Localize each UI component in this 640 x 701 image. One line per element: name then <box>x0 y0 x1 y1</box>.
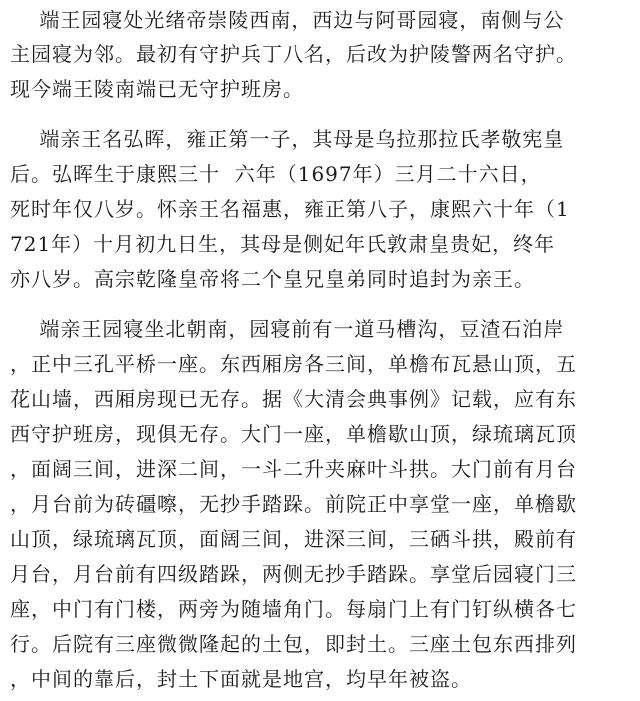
paragraph-3-line-10: 行。后院有三座微微隆起的土包，即封土。三座土包东西排列 <box>10 632 577 656</box>
paragraph-1-line-3: 现今端王陵南端已无守护班房。 <box>10 77 304 101</box>
paragraph-1-line-2: 主园寝为邻。最初有守护兵丁八名，后改为护陵警两名守护。 <box>10 42 577 66</box>
paragraph-3-line-7: 山顶，绿琉璃瓦顶，面阔三间，进深三间，三硒斗拱，殿前有 <box>10 527 577 551</box>
paragraph-3-line-2: ，正中三孔平桥一座。东西厢房各三间，单檐布瓦悬山顶，五 <box>10 352 577 376</box>
paragraph-2-line-1: 端亲王名弘晖，雍正第一子，其母是乌拉那拉氏孝敬宪皇 <box>10 127 565 151</box>
paragraph-3-line-4: 西守护班房，现俱无存。大门一座，单檐歇山顶，绿琉璃瓦顶 <box>10 422 577 446</box>
paragraph-2-line-5: 亦八岁。高宗乾隆皇帝将二个皇兄皇弟同时追封为亲王。 <box>10 267 535 291</box>
paragraph-3-line-11: ，中间的靠后，封土下面就是地宫，均早年被盗。 <box>10 667 472 691</box>
paragraph-3-line-9: 座，中门有门楼，两旁为随墙角门。每扇门上有门钉纵横各七 <box>10 597 577 621</box>
paragraph-2-line-4: 721年）十月初九日生，其母是侧妃年氏敦肃皇贵妃，终年 <box>10 232 556 256</box>
paragraph-2-line-2: 后。弘晖生于康熙三十 六年（1697年）三月二十六日， <box>10 162 542 186</box>
paragraph-3-line-6: ，月台前为砖礓嚓，无抄手踏跺。前院正中享堂一座，单檐歇 <box>10 492 577 516</box>
paragraph-1-line-1: 端王园寝处光绪帝崇陵西南，西边与阿哥园寝，南侧与公 <box>10 8 565 32</box>
paragraph-3-line-1: 端亲王园寝坐北朝南，园寝前有一道马槽沟，豆渣石泊岸 <box>10 317 565 341</box>
paragraph-3-line-3: 花山墙，西厢房现已无存。据《大清会典事例》记载，应有东 <box>10 387 577 411</box>
paragraph-3-line-5: ，面阔三间，进深二间，一斗二升夹麻叶斗拱。大门前有月台 <box>10 457 577 481</box>
paragraph-2-line-3: 死时年仅八岁。怀亲王名福惠，雍正第八子，康熙六十年（1 <box>10 197 570 221</box>
paragraph-3-line-8: 月台，月台前有四级踏跺，两侧无抄手踏跺。享堂后园寝门三 <box>10 562 577 586</box>
